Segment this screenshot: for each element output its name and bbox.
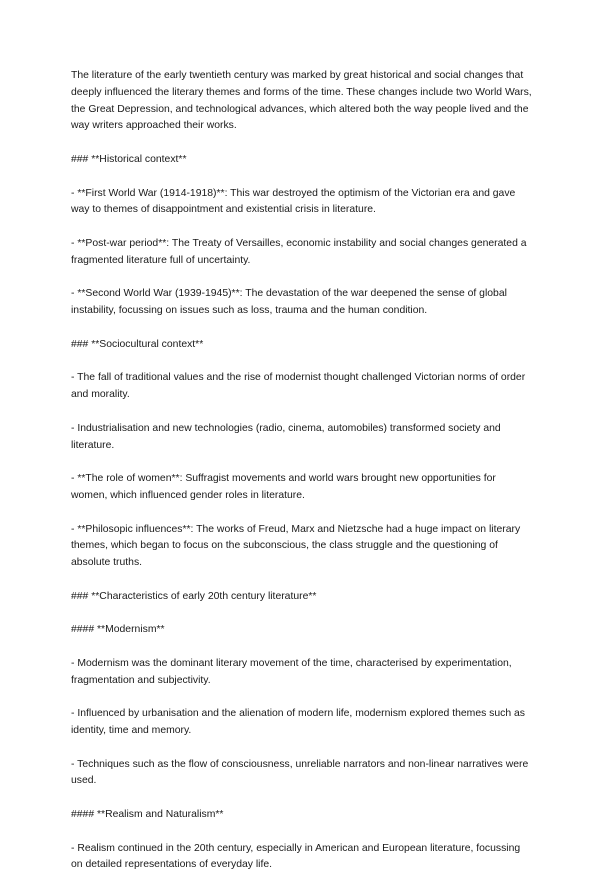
list-item-modernism-dominant: - Modernism was the dominant literary movement of the time, characterised by experimentation, fragmentation and subjectivity. [71,657,512,686]
heading-historical-context: ### **Historical context** [71,153,187,165]
document-page [71,68,533,891]
intro-paragraph: The literature of the early twentieth century was marked by great historical and social changes that deeply influenced the literary themes and forms of the time. These changes include two World Wars, the Great Depression, and technological advances, which altered both the way people lived and the way writers approached their works. [71,70,532,132]
heading-sociocultural-context: ### **Sociocultural context** [71,338,204,350]
subheading-realism-naturalism: #### **Realism and Naturalism** [71,809,224,821]
list-item-techniques: - Techniques such as the flow of consciousness, unreliable narrators and non-linear narratives were used. [71,758,529,787]
list-item-urbanisation: - Influenced by urbanisation and the alienation of modern life, modernism explored themes such as identity, time and memory. [71,708,525,737]
list-item-industrialisation: - Industrialisation and new technologies (radio, cinema, automobiles) transformed society and literature. [71,422,501,451]
list-item-first-world-war: - **First World War (1914-1918)**: This war destroyed the optimism of the Victorian era and gave way to themes of disappointment and existential crisis in literature. [71,187,516,216]
list-item-second-world-war: - **Second World War (1939-1945)**: The devastation of the war deepened the sense of global instability, focussing on issues such as loss, trauma and the human condition. [71,288,507,317]
list-item-philosophic-influences: - **Philosopic influences**: The works of Freud, Marx and Nietzsche had a huge impact on literary themes, which began to focus on the subconscious, the class struggle and the questioning of absolute truths. [71,523,521,569]
subheading-modernism: #### **Modernism** [71,624,165,636]
list-item-role-of-women: - **The role of women**: Suffragist movements and world wars brought new opportunities for women, which influenced gender roles in literature. [71,473,496,501]
heading-characteristics: ### **Characteristics of early 20th century literature** [71,590,317,602]
list-item-realism: - Realism continued in the 20th century, especially in American and European literature, focussing on detailed representations of everyday life. [71,842,521,871]
list-item-post-war-period: - **Post-war period**: The Treaty of Versailles, economic instability and social changes generated a fragmented literature full of uncertainty. [71,237,527,266]
list-item-traditional-values: - The fall of traditional values and the rise of modernist thought challenged Victorian norms of order and morality. [71,372,526,401]
